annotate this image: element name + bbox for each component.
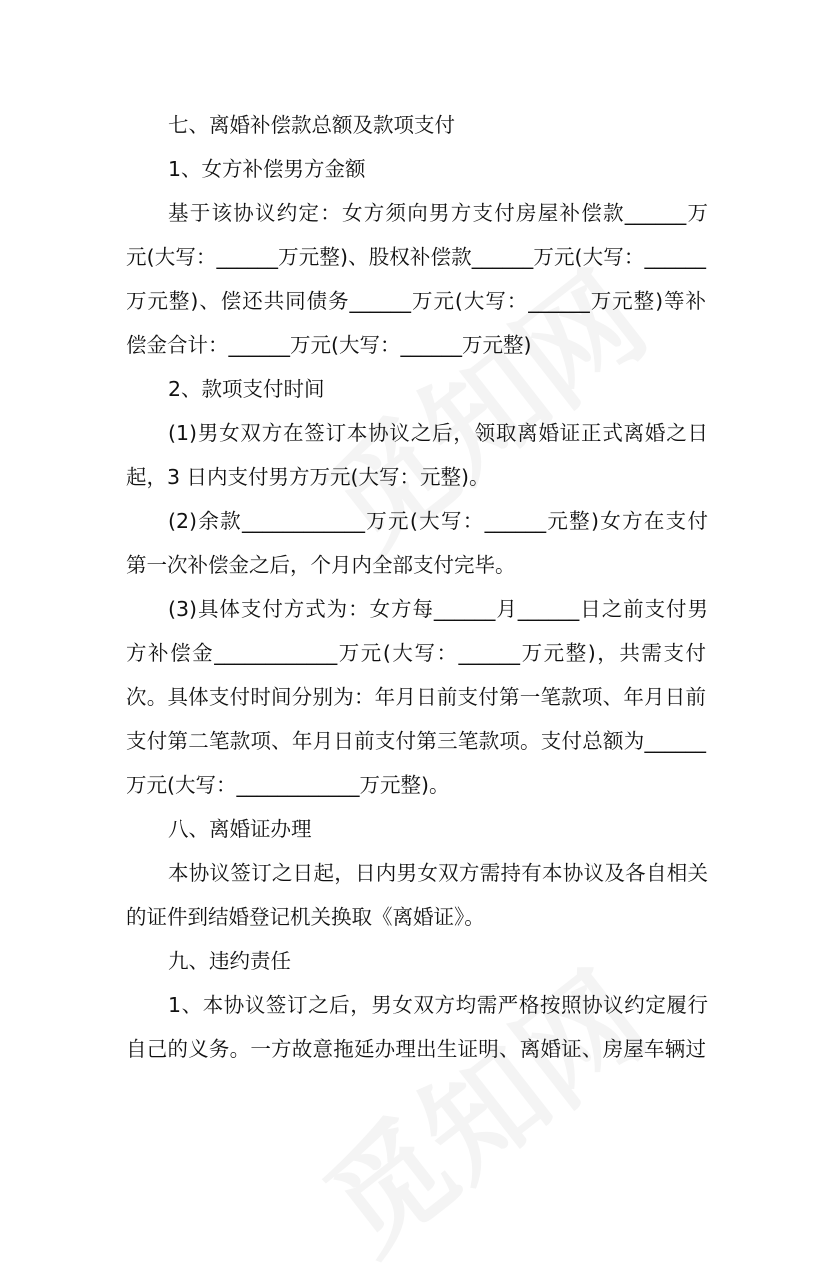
paragraph-line: 基于该协议约定：女方须向男方支付房屋补偿款______万 [168, 201, 708, 225]
paragraph-line: 元(大写：______万元整)、股权补偿款______万元(大写：______ [126, 245, 706, 269]
paragraph-line: 自己的义务。一方故意拖延办理出生证明、离婚证、房屋车辆过 [126, 1037, 706, 1061]
paragraph-line: 起，3 日内支付男方万元(大写：元整)。 [126, 465, 490, 489]
heading-section-7: 七、离婚补偿款总额及款项支付 [168, 113, 455, 137]
paragraph-line: 次。具体支付时间分别为：年月日前支付第一笔款项、年月日前 [126, 685, 706, 709]
paragraph-line: (3)具体支付方式为：女方每______月______日之前支付男 [168, 597, 708, 621]
watermark-bottom [285, 927, 675, 1284]
paragraph-line: 偿金合计：______万元(大写：______万元整) [126, 333, 532, 357]
subheading-compensation-amount: 1、女方补偿男方金额 [168, 157, 366, 181]
paragraph-line: 本协议签订之日起，日内男女双方需持有本协议及各自相关 [168, 861, 708, 885]
paragraph-line: 万元整)、偿还共同债务______万元(大写：______万元整)等补 [126, 289, 706, 313]
heading-section-9: 九、违约责任 [168, 949, 291, 973]
paragraph-line: 支付第二笔款项、年月日前支付第三笔款项。支付总额为______ [126, 729, 706, 753]
paragraph-line: 的证件到结婚登记机关换取《离婚证》。 [126, 905, 485, 929]
paragraph-line: 第一次补偿金之后，个月内全部支付完毕。 [126, 553, 516, 577]
subheading-payment-time: 2、款项支付时间 [168, 377, 325, 401]
paragraph-line: (2)余款____________万元(大写：______元整)女方在支付 [168, 509, 708, 533]
paragraph-line: (1)男女双方在签订本协议之后，领取离婚证正式离婚之日 [168, 421, 708, 445]
heading-section-8: 八、离婚证办理 [168, 817, 312, 841]
paragraph-line: 万元(大写：____________万元整)。 [126, 773, 450, 797]
paragraph-line: 1、本协议签订之后，男女双方均需严格按照协议约定履行 [168, 993, 708, 1017]
paragraph-line: 方补偿金____________万元(大写：______万元整)，共需支付 [126, 641, 706, 665]
